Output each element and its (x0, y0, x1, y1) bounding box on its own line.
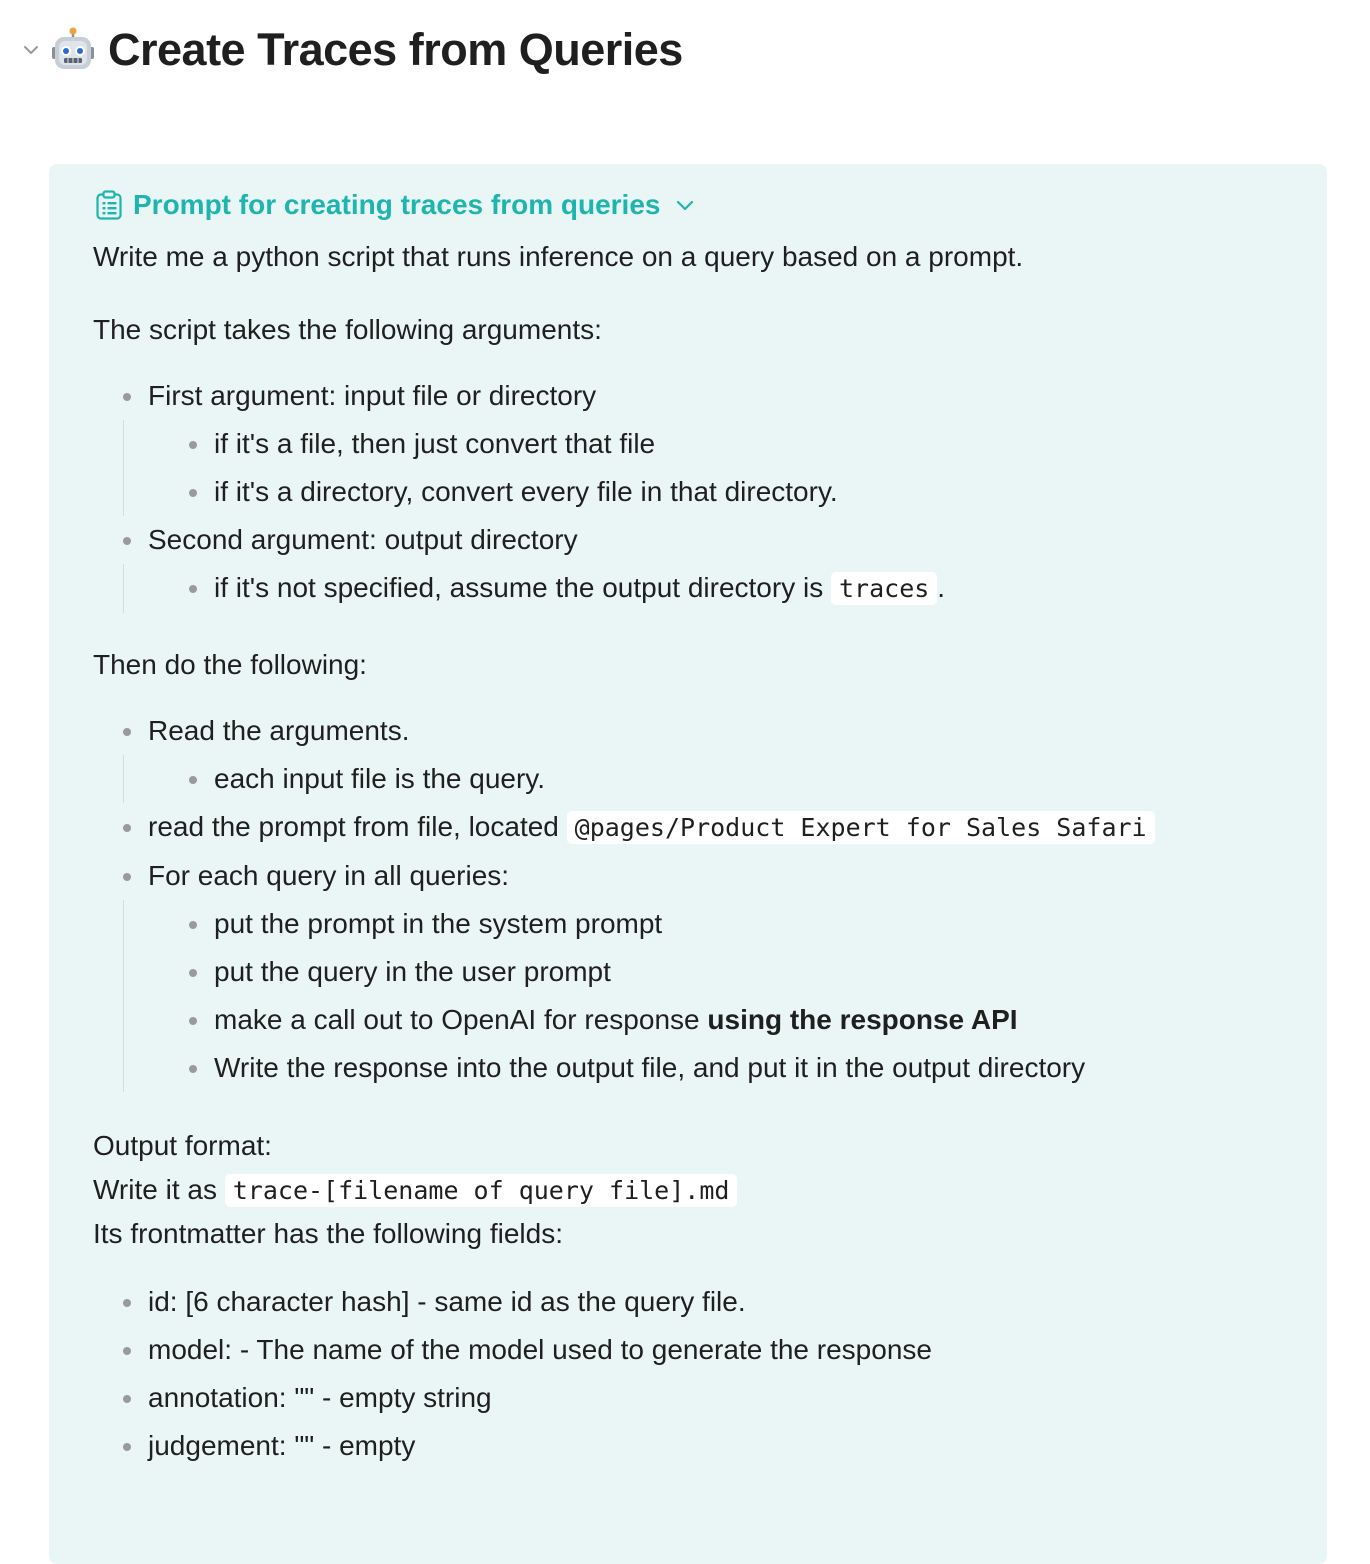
bold-text: using the response API (707, 1004, 1018, 1035)
list-item-text (148, 803, 1283, 852)
output-write-line (93, 1173, 1283, 1208)
intro-text: Write me a python script that runs inference on a query based on a prompt. (93, 241, 1024, 272)
list-item: if it's a file, then just convert that file (189, 420, 1283, 468)
args-heading: The script takes the following arguments: (93, 314, 602, 345)
prompt-callout (49, 164, 1327, 1564)
callout-title: Prompt for creating traces from queries (133, 189, 661, 220)
callout-toggle[interactable] (93, 184, 1283, 226)
sub-list (123, 420, 1283, 516)
chevron-down-icon[interactable] (674, 194, 696, 216)
page-title: Create Traces from Queries (108, 24, 683, 75)
list-item-text: judgement: "" - empty (148, 1430, 416, 1461)
list-item: each input file is the query. (189, 755, 1283, 803)
inline-code: trace-[filename of query file].md (225, 1174, 738, 1207)
list-item (123, 803, 1283, 852)
fields-heading: Its frontmatter has the following fields: (93, 1218, 563, 1249)
sub-list (123, 755, 1283, 803)
sub-list (123, 564, 1283, 613)
output-write-text: Write it as (93, 1174, 217, 1205)
list-item: Write the response into the output file, and put it in the output directory (189, 1044, 1283, 1092)
list-item (123, 1374, 1283, 1422)
list-item (123, 372, 1283, 516)
list-item (123, 707, 1283, 803)
sub-list (123, 900, 1283, 1092)
list-item-text: make a call out to OpenAI for response (214, 1004, 700, 1035)
list-item (123, 1278, 1283, 1326)
list-item-text: annotation: "" - empty string (148, 1382, 492, 1413)
list-item-text: For each query in all queries: (148, 860, 510, 891)
robot-icon (50, 27, 96, 73)
steps-heading: Then do the following: (93, 649, 367, 680)
chevron-down-icon[interactable] (18, 37, 44, 63)
list-item-punctuation: . (937, 572, 946, 603)
steps-list (93, 707, 1283, 1092)
list-item: put the query in the user prompt (189, 948, 1283, 996)
list-item: if it's a directory, convert every file in that directory. (189, 468, 1283, 516)
arguments-list (93, 372, 1283, 613)
list-item-text: model: - The name of the model used to generate the response (148, 1334, 932, 1365)
list-item-text: First argument: input file or directory (148, 380, 597, 411)
list-item-text: Second argument: output directory (148, 524, 578, 555)
clipboard-list-icon (95, 190, 123, 220)
list-item-text: Read the arguments. (148, 715, 410, 746)
list-item-text: id: [6 character hash] - same id as the query file. (148, 1286, 746, 1317)
output-heading: Output format: (93, 1130, 272, 1161)
list-item (123, 1422, 1283, 1470)
list-item-text: if it's not specified, assume the output directory is (214, 572, 824, 603)
list-item (189, 996, 1283, 1044)
list-item (123, 516, 1283, 613)
list-item-label: read the prompt from file, located (148, 811, 559, 842)
list-item (189, 564, 1283, 613)
list-item: put the prompt in the system prompt (189, 900, 1283, 948)
page-heading (18, 20, 683, 80)
fields-list (93, 1278, 1283, 1470)
list-item (123, 852, 1283, 1092)
inline-code: @pages/Product Expert for Sales Safari (567, 811, 1155, 844)
inline-code: traces (831, 572, 937, 605)
list-item (123, 1326, 1283, 1374)
